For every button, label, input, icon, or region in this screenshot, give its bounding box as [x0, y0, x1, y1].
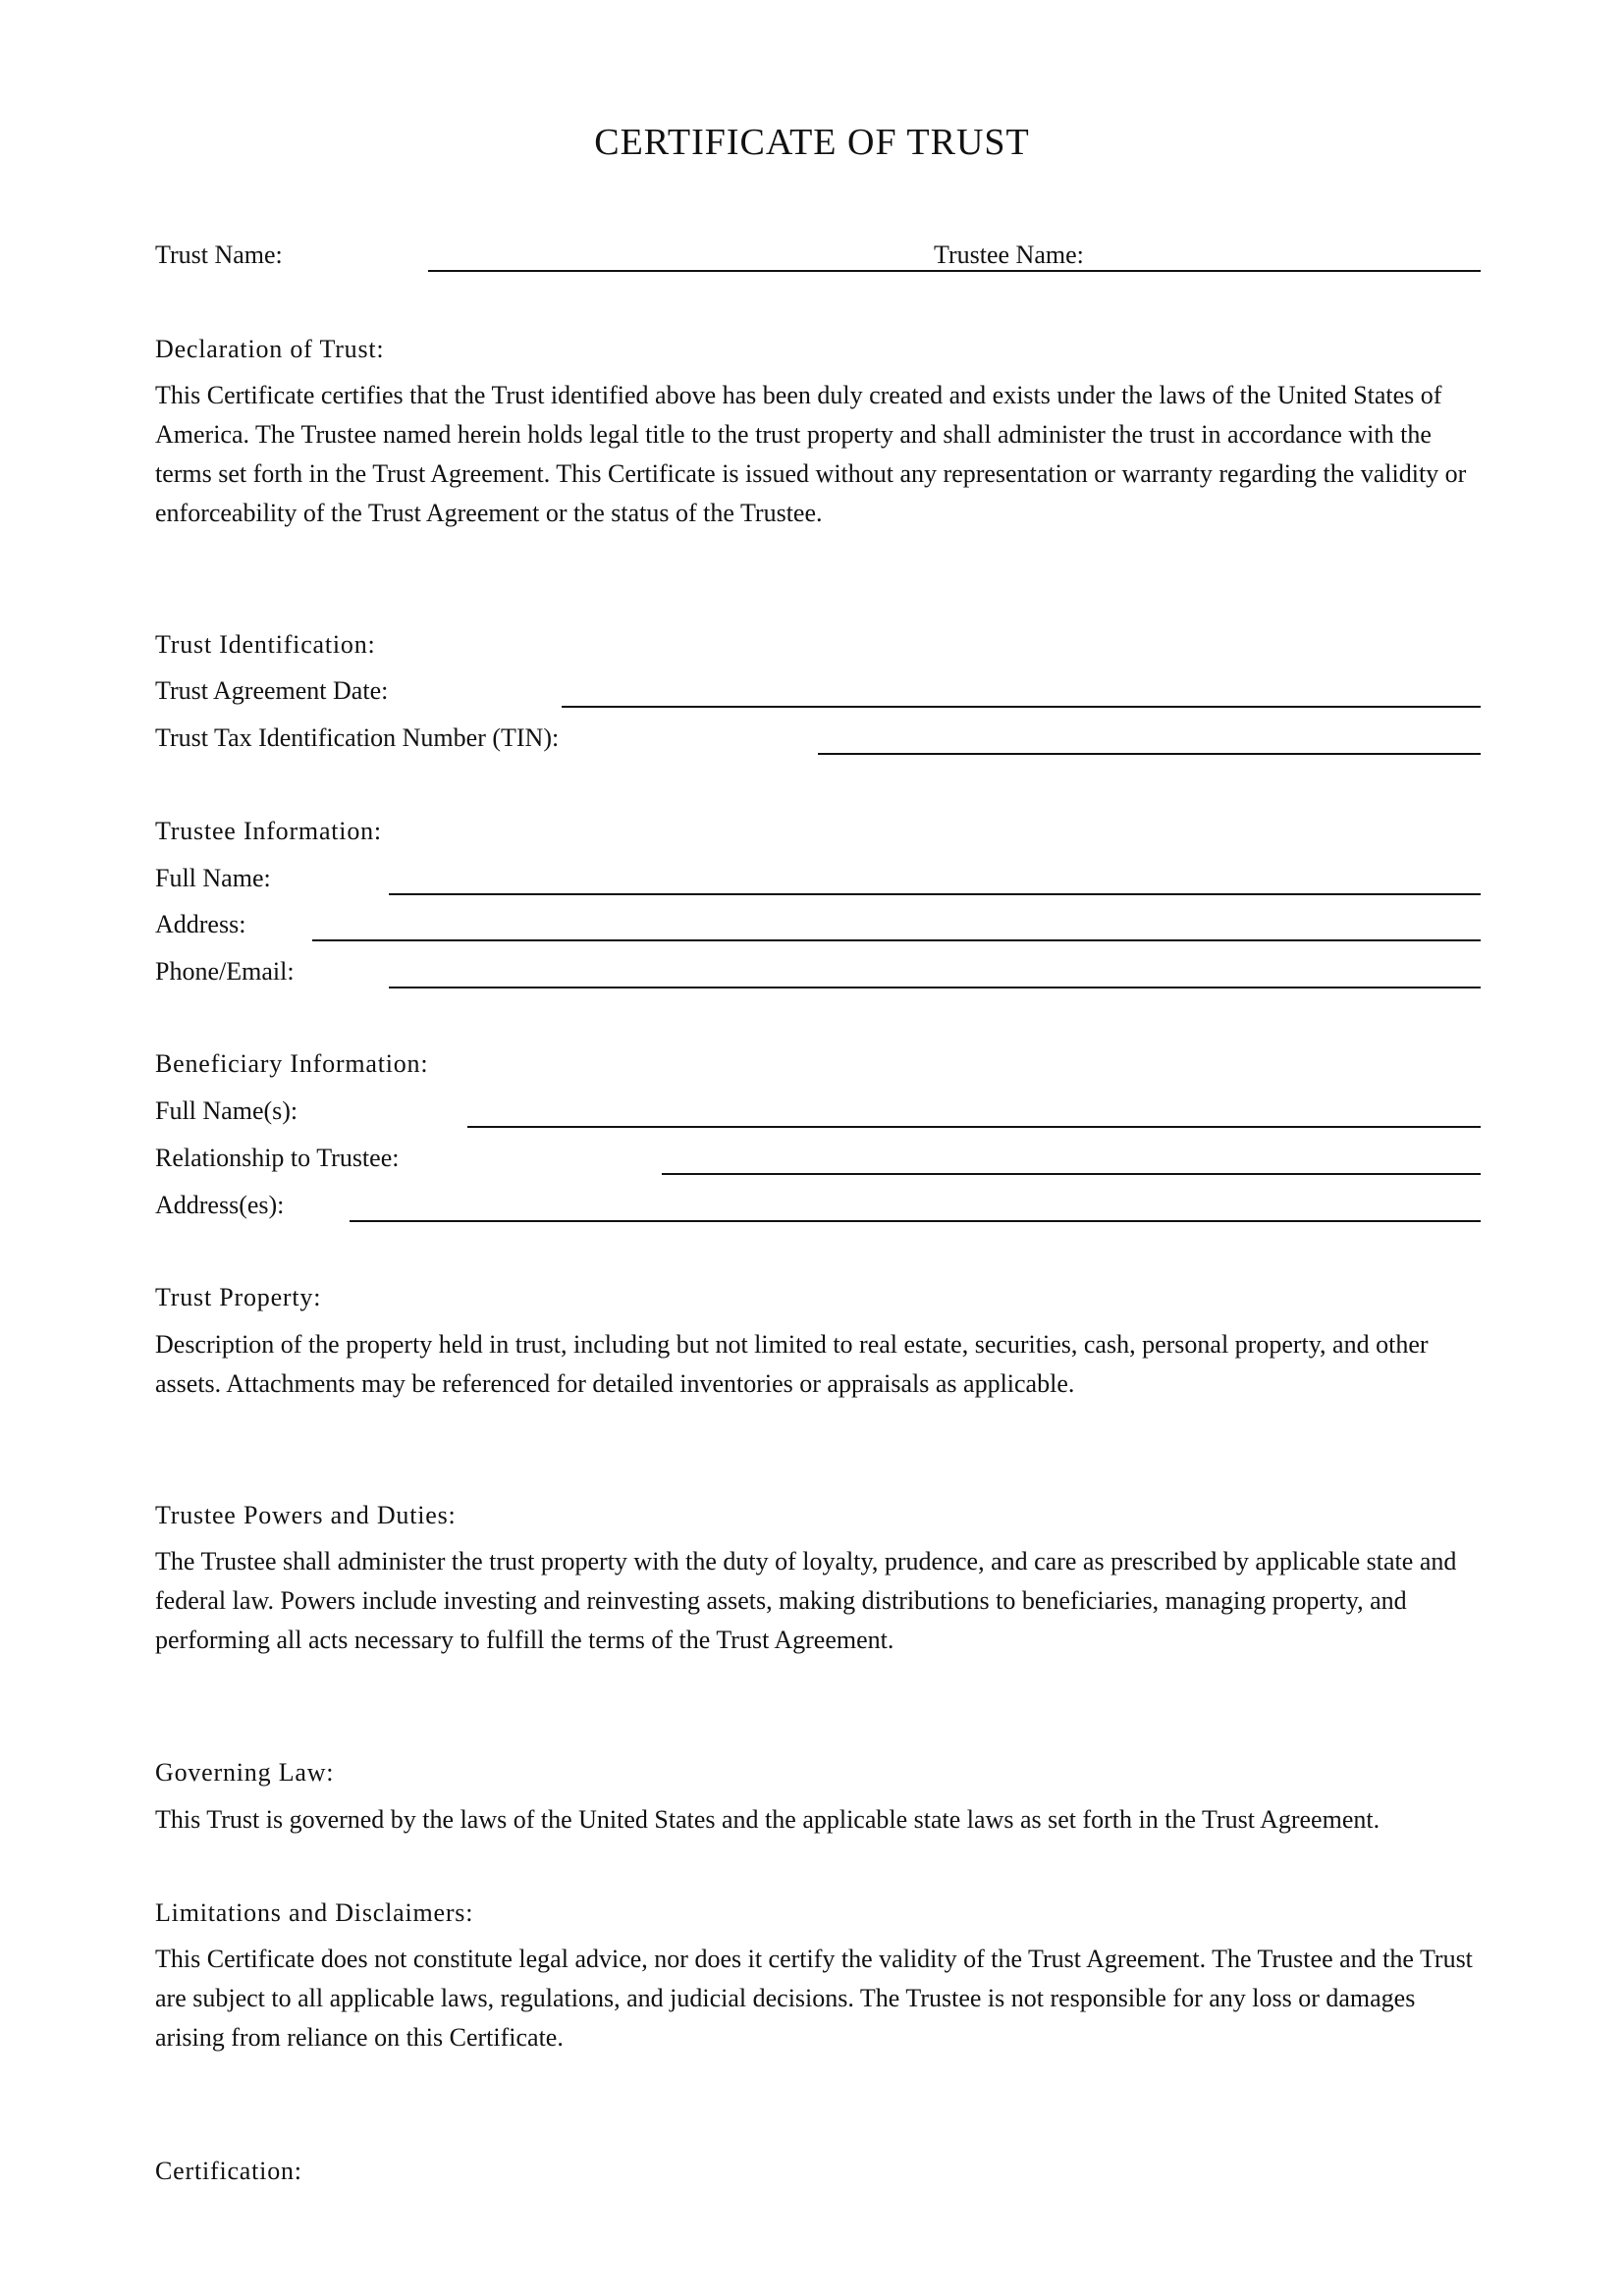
trustee-phone-email-field[interactable] [389, 987, 1481, 988]
beneficiary-relationship-field[interactable] [662, 1173, 1481, 1175]
limitations-text: This Certificate does not constitute legal advice, nor does it certify the validity of the Trust Agreement. The Trustee and the Trust are subject to all applicable laws, regulations, and judicial decisions. The Trustee is not responsible for any loss or damages arising from reliance on this Certificate. [155, 1945, 1473, 2052]
beneficiary-addresses-field[interactable] [350, 1220, 1481, 1222]
trust-property-heading: Trust Property: [155, 1283, 322, 1311]
certification-heading: Certification: [155, 2157, 302, 2185]
governing-law-heading: Governing Law: [155, 1758, 335, 1787]
trustee-name-field[interactable] [939, 270, 1481, 272]
declaration-heading: Declaration of Trust: [155, 335, 385, 363]
trustee-full-name-label: Full Name: [155, 864, 271, 892]
beneficiary-information-heading: Beneficiary Information: [155, 1049, 429, 1078]
trust-tin-label: Trust Tax Identification Number (TIN): [155, 723, 560, 752]
declaration-text: This Certificate certifies that the Trust identified above has been duly created and exists under the laws of the United States of America. The Trustee named herein holds legal title to the trust property and shall administer the trust in accordance with the terms set forth in the Trust Agreement. This Certificate is issued without any representation or warranty regarding the validity or enforceability of the Trust Agreement or the status of the Trustee. [155, 381, 1467, 527]
trust-name-field[interactable] [428, 270, 939, 272]
trust-name-label: Trust Name: [155, 240, 283, 269]
trust-property-text: Description of the property held in trust, including but not limited to real estate, securities, cash, personal property, and other assets. Attachments may be referenced for detailed inventories or appraisals as applicable. [155, 1330, 1429, 1398]
trust-agreement-date-field[interactable] [562, 706, 1481, 708]
trustee-address-label: Address: [155, 910, 246, 938]
trustee-name-label: Trustee Name: [934, 240, 1084, 269]
trustee-address-field[interactable] [312, 939, 1481, 941]
trust-tin-field[interactable] [818, 753, 1481, 755]
trustee-full-name-field[interactable] [389, 893, 1481, 895]
limitations-heading: Limitations and Disclaimers: [155, 1898, 474, 1927]
beneficiary-full-names-field[interactable] [467, 1126, 1481, 1128]
trust-agreement-date-label: Trust Agreement Date: [155, 676, 389, 705]
governing-law-text: This Trust is governed by the laws of the United States and the applicable state laws as set forth in the Trust Agreement. [155, 1805, 1380, 1834]
beneficiary-full-names-label: Full Name(s): [155, 1096, 298, 1125]
trustee-powers-heading: Trustee Powers and Duties: [155, 1501, 457, 1529]
trustee-phone-email-label: Phone/Email: [155, 957, 295, 986]
trust-identification-heading: Trust Identification: [155, 630, 376, 659]
beneficiary-addresses-label: Address(es): [155, 1191, 285, 1219]
document-title: CERTIFICATE OF TRUST [594, 122, 1030, 163]
trustee-information-heading: Trustee Information: [155, 817, 382, 845]
trustee-powers-text: The Trustee shall administer the trust property with the duty of loyalty, prudence, and care as prescribed by applicable state and federal law. Powers include investing and reinvesting assets, making distributions to beneficiaries, managing property, and performing all acts necessary to fulfill the terms of the Trust Agreement. [155, 1547, 1457, 1654]
beneficiary-relationship-label: Relationship to Trustee: [155, 1144, 400, 1172]
